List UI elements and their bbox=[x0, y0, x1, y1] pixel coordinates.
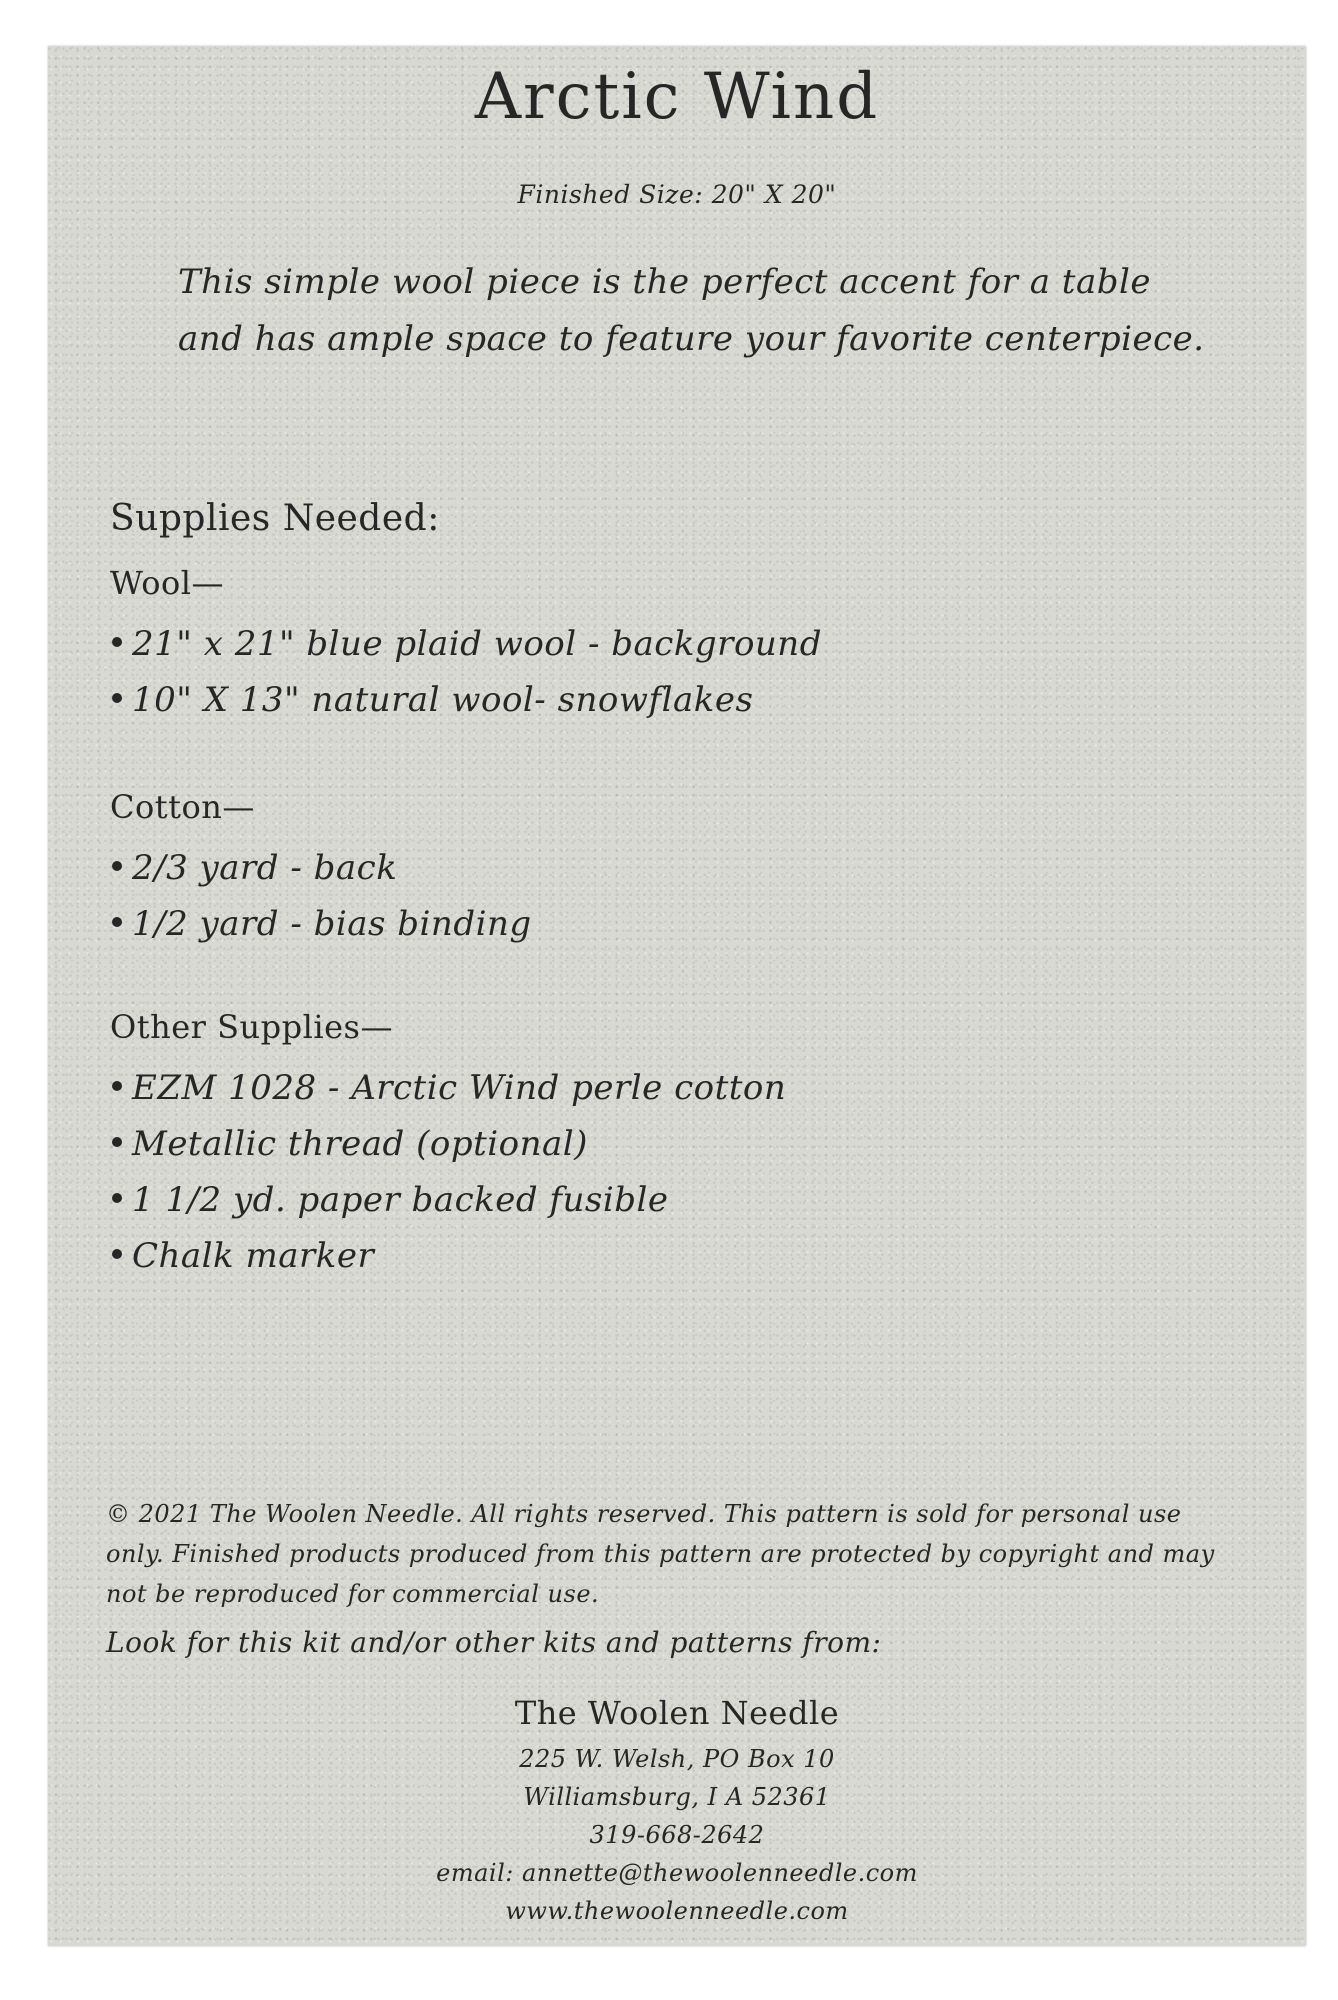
company-name: The Woolen Needle bbox=[514, 1694, 840, 1732]
company-phone: 319-668-2642 bbox=[589, 1821, 765, 1849]
bullet-icon bbox=[112, 637, 122, 647]
supply-list bbox=[110, 1060, 1210, 1284]
bullet-icon bbox=[112, 1081, 122, 1091]
bullet-icon bbox=[112, 1137, 122, 1147]
supply-item-text: 1/2 yard - bias binding bbox=[132, 904, 532, 944]
supply-list bbox=[110, 616, 1210, 728]
pattern-title: Arctic Wind bbox=[474, 60, 880, 134]
company-address: 225 W. Welsh, PO Box 10 bbox=[519, 1745, 835, 1773]
supply-list bbox=[110, 840, 1210, 952]
supply-group-label: Cotton— bbox=[110, 788, 255, 826]
supplies-heading: Supplies Needed: bbox=[110, 498, 440, 539]
supply-item bbox=[110, 896, 1210, 952]
supply-item bbox=[110, 616, 1210, 672]
bullet-icon bbox=[112, 693, 122, 703]
bullet-icon bbox=[112, 1249, 122, 1259]
supply-item bbox=[110, 1172, 1210, 1228]
supply-item-text: Chalk marker bbox=[132, 1236, 375, 1276]
pattern-back-card bbox=[48, 46, 1306, 1946]
company-email: email: annette@thewoolenneedle.com bbox=[436, 1859, 918, 1887]
company-info bbox=[48, 1686, 1306, 1930]
supply-item-text: 2/3 yard - back bbox=[132, 848, 398, 888]
supply-group-label: Other Supplies— bbox=[110, 1008, 393, 1046]
bullet-icon bbox=[112, 917, 122, 927]
supply-item bbox=[110, 1060, 1210, 1116]
supply-item bbox=[110, 1228, 1210, 1284]
supply-item-text: EZM 1028 - Arctic Wind perle cotton bbox=[132, 1068, 787, 1108]
supply-item-text: 10" X 13" natural wool- snowflakes bbox=[132, 680, 754, 720]
supply-group-cotton bbox=[110, 784, 1210, 952]
supply-item bbox=[110, 672, 1210, 728]
supply-group-label: Wool— bbox=[110, 564, 224, 602]
company-city: Williamsburg, I A 52361 bbox=[523, 1783, 831, 1811]
supply-item bbox=[110, 840, 1210, 896]
finished-size: Finished Size: 20" X 20" bbox=[517, 180, 837, 209]
supply-group-other bbox=[110, 1004, 1210, 1284]
supply-item-text: Metallic thread (optional) bbox=[132, 1124, 588, 1164]
bullet-icon bbox=[112, 861, 122, 871]
supply-item-text: 1 1/2 yd. paper backed fusible bbox=[132, 1180, 669, 1220]
bullet-icon bbox=[112, 1193, 122, 1203]
supply-item bbox=[110, 1116, 1210, 1172]
supply-item-text: 21" x 21" blue plaid wool - background bbox=[132, 624, 822, 664]
intro-paragraph: This simple wool piece is the perfect accent for a table and has ample space to feature your favorite centerpiece. bbox=[178, 262, 1205, 359]
copyright-notice: © 2021 The Woolen Needle. All rights reserved. This pattern is sold for personal use only. Finished products produced from this pattern are protected by copyright and may not be reproduced for commercial use. bbox=[106, 1500, 1215, 1608]
look-for-line: Look for this kit and/or other kits and patterns from: bbox=[106, 1626, 882, 1659]
company-website: www.thewoolenneedle.com bbox=[505, 1897, 849, 1925]
supply-group-wool bbox=[110, 560, 1210, 728]
